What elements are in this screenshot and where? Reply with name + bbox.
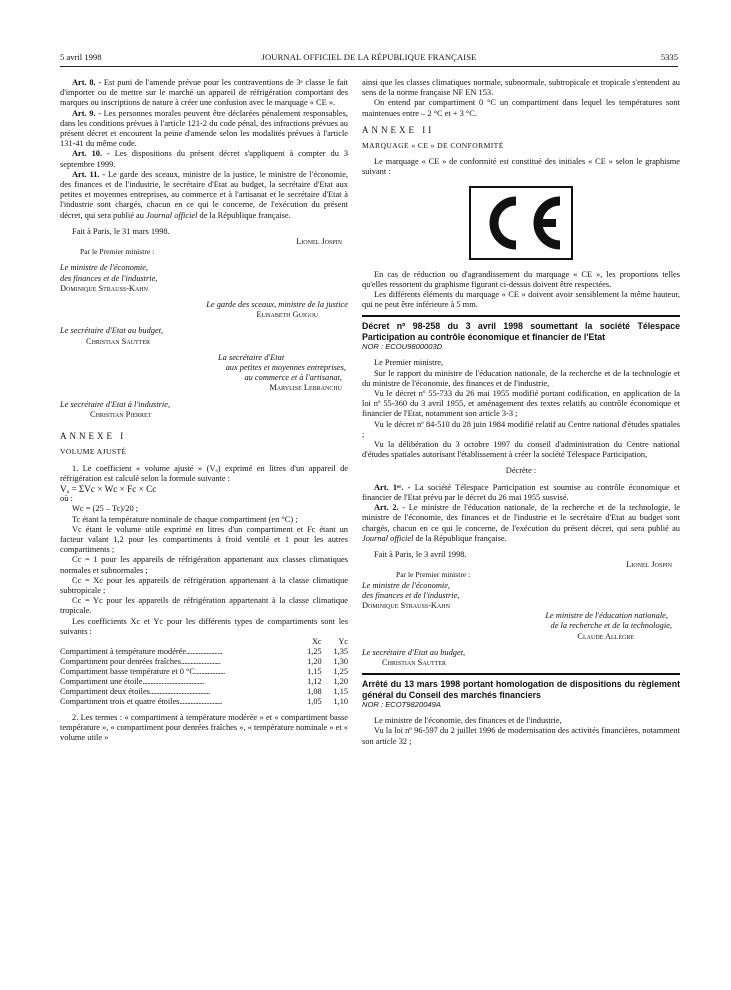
ministre-education-name: Claude Allègre xyxy=(577,631,634,641)
page-header xyxy=(60,52,678,64)
fait-a-paris: Fait à Paris, le 31 mars 1998. xyxy=(72,226,170,236)
decret-nor: NOR : ECOU9800003D xyxy=(362,342,443,352)
par-premier-ministre: Par le Premier ministre : xyxy=(80,247,155,257)
article-1: Art. 1ᵉʳ. - La société Télespace Participation est soumise au contrôle économique et financier de l'Etat prévu par le décret du 26 mai 1955 susvisé. xyxy=(362,482,680,502)
ce-mark-figure xyxy=(362,186,680,260)
arrete-vu-loi: Vu la loi nº 96-597 du 2 juillet 1996 de modernisation des activités financières, notamment son article 32 ; xyxy=(362,726,680,746)
annexe-2-title: ANNEXE II xyxy=(362,124,435,135)
cc-normal: Cc = 1 pour les appareils de réfrigération appartenant aux classes climatiques normales et subnormales ; xyxy=(60,555,348,575)
secretaire-budget-name: Christian Sautter xyxy=(86,336,150,346)
garde-des-sceaux-name: Elisabeth Guigou xyxy=(256,310,318,320)
wc-definition: Wc = (25 – Tc)/20 ; xyxy=(72,504,139,514)
vu-decret-1955: Vu le décret nº 55-733 du 26 mai 1955 modifié portant codification, en application de la loi nº 55-360 du 3 avril 1955, et aménagement des textes relatifs au contrôle économique et financier de l'Etat, notamment son article 3-3 ; xyxy=(362,389,680,419)
annexe-1-continuation: ainsi que les classes climatiques normale, subnormale, subtropicale et tropicale s'entendent au sens de la norme française NF EN 153. xyxy=(362,78,680,98)
left-column xyxy=(60,78,348,744)
header-date: 5 avril 1998 xyxy=(60,52,102,62)
on-entend: On entend par compartiment 0 °C un compartiment dans lequel les températures sont maintenues entre – 2 °C et + 3 °C. xyxy=(362,98,680,118)
vu-deliberation: Vu la délibération du 3 octobre 1997 du conseil d'administration du Centre national d'études spatiales autorisant l'établissement à créer la société Télespace Participation, xyxy=(362,440,680,460)
header-page-number: 5335 xyxy=(660,52,678,62)
secretaire-pme-2: aux petites et moyennes entreprises, xyxy=(225,363,346,373)
table-head-x: Xc xyxy=(311,636,322,646)
signature-premier-ministre: Lionel Jospin xyxy=(296,237,342,247)
vc-definition: Vc étant le volume utile exprimé en litres d'un compartiment et Fc étant un facteur valant 1,2 pour les compartiments à froid ventilé et 1 pour les autres compartiments ; xyxy=(60,524,348,555)
secretaire-industrie-name: Christian Pierret xyxy=(90,409,152,419)
secretaire-budget-right: Le secrétaire d'Etat au budget, xyxy=(362,647,466,657)
vu-decret-1984: Vu le décret nº 84-510 du 28 juin 1984 modifié relatif au Centre national d'études spatiales ; xyxy=(362,419,680,439)
secretaire-industrie: Le secrétaire d'Etat à l'industrie, xyxy=(60,399,171,409)
ministre-economie-2: des finances et de l'industrie, xyxy=(60,273,158,283)
secretaire-pme-3: au commerce et à l'artisanat, xyxy=(244,373,342,383)
annexe-1-title: ANNEXE I xyxy=(60,431,127,442)
par-premier-ministre-2: Par le Premier ministre : xyxy=(396,570,471,580)
decrete: Décrète : xyxy=(505,466,537,476)
secretaire-pme: La secrétaire d'Etat xyxy=(218,352,285,362)
table-row: Compartiment pour denrées fraîches......................... 1,20 1,30 xyxy=(60,656,348,666)
secretaire-pme-name: Marylise Lebranchu xyxy=(269,383,342,393)
ce-mark-box xyxy=(469,186,573,260)
ou: où : xyxy=(60,494,73,504)
section-separator-2 xyxy=(362,673,680,675)
article-11: Art. 11. - Le garde des sceaux, ministre de la justice, le ministre de l'économie, des finances et de l'industrie, le secrétaire d'Etat au budget, la secrétaire d'Etat aux petites et moyennes entreprises, au commerce et à l'artisanat et le secrétaire d'Etat à l'industrie sont chargés, chacun en ce qui le concerne, de l'exécution du présent décret, qui sera publié au Journal officiel de la République française. xyxy=(60,169,349,220)
signature-premier-ministre-2: Lionel Jospin xyxy=(626,560,672,570)
ministre-education: Le ministre de l'éducation nationale, xyxy=(545,611,668,621)
formula: Vₐ = ΣVc × Wc × Fc × Cc xyxy=(60,483,157,494)
right-column xyxy=(362,78,680,747)
ministre-economie-name: Dominique Strauss-Kahn xyxy=(60,283,148,293)
sur-le-rapport: Sur le rapport du ministre de l'éducation nationale, de la recherche et de la technologie et du ministre de l'économie, des finances et de l'industrie, xyxy=(362,368,680,388)
table-head-y: Yc xyxy=(338,636,348,646)
article-2: Art. 2. - Le ministre de l'éducation nationale, de la recherche et de la technologie, le ministre de l'économie, des finances et de l'industrie et le secrétaire d'Etat au budget sont chargés, chacun en ce qui le concerne, de l'exécution du présent décret, qui sera publié au Journal officiel de la République française. xyxy=(362,503,681,543)
cc-subtropical: Cc = Xc pour les appareils de réfrigération appartenant à la classe climatique subtropicale ; xyxy=(60,575,348,595)
arrete-ministre: Le ministre de l'économie, des finances et de l'industrie, xyxy=(374,716,562,726)
annexe-2-subtitle: MARQUAGE « CE » DE CONFORMITÉ xyxy=(362,141,504,151)
ministre-economie-right-2: des finances et de l'industrie, xyxy=(362,590,460,600)
arrete-title: Arrêté du 13 mars 1998 portant homologation de dispositions du règlement général du Conseil des marchés financiers xyxy=(362,679,680,700)
coefficients-table xyxy=(60,637,348,707)
ce-mark-icon xyxy=(476,193,566,253)
premier-ministre: Le Premier ministre, xyxy=(374,358,444,368)
marquage-text: Le marquage « CE » de conformité est constitué des initiales « CE » selon le graphisme suivant : xyxy=(362,157,680,177)
decret-title: Décret nº 98-258 du 3 avril 1998 soumettant la société Télespace Participation au contrôle économique et financier de l'Etat xyxy=(362,321,680,342)
secretaire-budget: Le secrétaire d'Etat au budget, xyxy=(60,326,164,336)
table-row: Compartiment basse température et 0 °C................... 1,15 1,25 xyxy=(60,666,348,676)
table-row: Compartiment une étoile....................................... 1,12 1,20 xyxy=(60,676,348,686)
ministre-economie: Le ministre de l'économie, xyxy=(60,263,149,273)
garde-des-sceaux: Le garde des sceaux, ministre de la justice xyxy=(206,300,348,310)
table-row: Compartiment deux étoiles...................................... 1,08 1,15 xyxy=(60,686,348,696)
paragraph-1: 1. Le coefficient « volume ajusté » (Vₐ) exprimé en litres d'un appareil de réfrigération est calculé selon la formule suivante : xyxy=(60,463,348,483)
table-header xyxy=(60,637,348,647)
ministre-economie-right: Le ministre de l'économie, xyxy=(362,580,451,590)
annexe-1-subtitle: VOLUME AJUSTÉ xyxy=(60,447,127,457)
secretaire-budget-right-name: Christian Sautter xyxy=(382,657,446,667)
table-row: Compartiment à température modérée....................... 1,25 1,35 xyxy=(60,646,348,656)
fait-a-paris-2: Fait à Paris, le 3 avril 1998. xyxy=(374,549,467,559)
header-journal-title: JOURNAL OFFICIEL DE LA RÉPUBLIQUE FRANÇAISE xyxy=(261,52,477,62)
article-9: Art. 9. - Les personnes morales peuvent être déclarées pénalement responsables, dans les conditions prévues à l'article 121-2 du code pénal, des infractions prévues au présent décret et encourent la peine d'amende selon les modalités prévues à l'article 131-41 du même code. xyxy=(60,108,349,149)
elements-text: Les différents éléments du marquage « CE » doivent avoir sensiblement la même hauteur, qui ne peut être inférieure à 5 mm. xyxy=(362,290,680,310)
ministre-economie-right-name: Dominique Strauss-Kahn xyxy=(362,600,450,610)
article-8: Art. 8. - Est puni de l'amende prévue pour les contraventions de 3ᵉ classe le fait d'importer ou de mettre sur le marché un appareil de réfrigération comportant des marques ou inscriptions de nature à créer une confusion avec le marquage « CE ». xyxy=(60,78,349,108)
coefficients-intro: Les coefficients Xc et Yc pour les différents types de compartiments sont les suivants : xyxy=(60,616,348,636)
article-10: Art. 10. - Les dispositions du présent décret s'appliquent à compter du 3 septembre 1999. xyxy=(60,149,349,169)
tc-definition: Tc étant la température nominale de chaque compartiment (en °C) ; xyxy=(72,514,298,524)
reduction-text: En cas de réduction ou d'agrandissement du marquage « CE », les proportions telles qu'elles ressortent du graphisme figurant ci-dessus doivent être respectées. xyxy=(362,269,680,289)
table-row: Compartiment trois et quatre étoiles........................... 1,05 1,10 xyxy=(60,696,348,706)
paragraph-2: 2. Les termes : « compartiment à température modérée » et « compartiment basse température », « compartiment pour denrées fraîches », « température nominale » et « volume utile » xyxy=(60,712,348,743)
ministre-education-2: de la recherche et de la technologie, xyxy=(550,621,672,631)
cc-tropical: Cc = Yc pour les appareils de réfrigération appartenant à la classe climatique tropicale. xyxy=(60,596,348,616)
header-rule xyxy=(60,66,678,67)
section-separator xyxy=(362,315,680,317)
arrete-nor: NOR : ECOT9820049A xyxy=(362,699,441,709)
